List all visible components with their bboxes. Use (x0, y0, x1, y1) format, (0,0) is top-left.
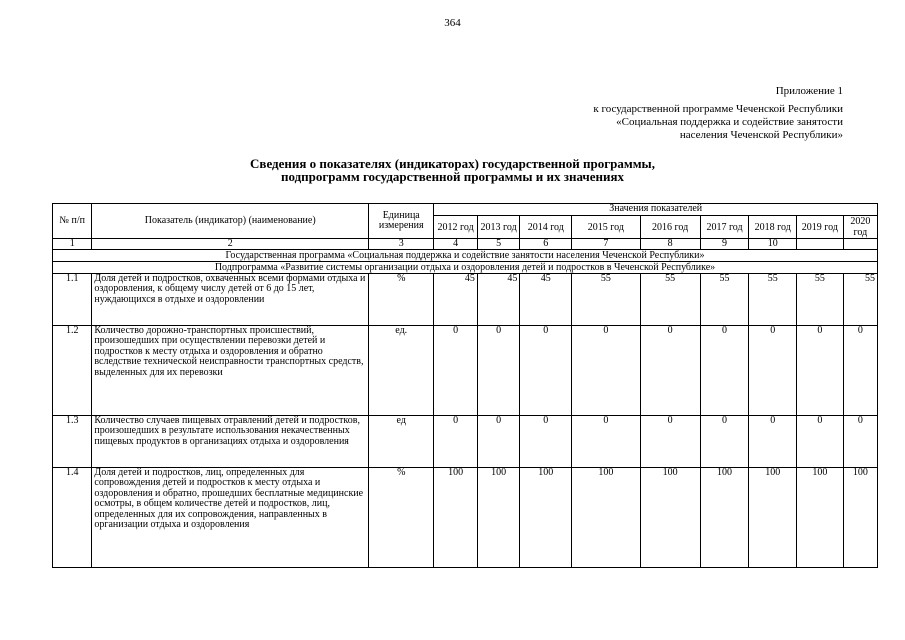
row-value: 55 (797, 274, 844, 326)
column-number: 8 (640, 239, 700, 250)
program-title: Государственная программа «Социальная поддержка и содействие занятости населения Чеченской Республики» (53, 250, 878, 262)
subprogram-title: Подпрограмма «Развитие системы организации отдыха и оздоровления детей и подростков в Чеченской Республике» (53, 262, 878, 274)
row-value: 55 (843, 274, 877, 326)
column-numbers-row (53, 239, 878, 250)
row-value: 55 (640, 274, 700, 326)
header-year: 2015 год (572, 216, 640, 239)
row-value: 100 (749, 468, 797, 568)
row-value: 100 (843, 468, 877, 568)
header-year: 2012 год (434, 216, 478, 239)
document-title (0, 157, 905, 183)
column-number: 6 (520, 239, 572, 250)
header-row (53, 204, 878, 216)
column-number: 9 (700, 239, 749, 250)
header-values-group: Значения показателей (434, 204, 878, 216)
row-value: 45 (477, 274, 519, 326)
row-value: 0 (640, 416, 700, 468)
header-year: 2018 год (749, 216, 797, 239)
row-value: 55 (749, 274, 797, 326)
header-year: 2020 год (843, 216, 877, 239)
indicators-table (52, 203, 878, 568)
row-value: 100 (572, 468, 640, 568)
column-number: 5 (477, 239, 519, 250)
row-value: 0 (640, 326, 700, 416)
subprogram-row (53, 262, 878, 274)
column-number: 10 (749, 239, 797, 250)
table-row (53, 416, 878, 468)
column-number: 4 (434, 239, 478, 250)
row-value: 0 (477, 416, 519, 468)
row-name: Доля детей и подростков, охваченных всеми формами отдыха и оздоровления, к общему числу детей от 6 до 15 лет, нуждающихся в отдыхе и оздоровлении (92, 274, 369, 326)
row-name: Доля детей и подростков, лиц, определенных для сопровождения детей и подростков к месту отдыха и оздоровления и обратно, прошедших бесплатные медицинские осмотры, в общем количестве детей и подростков, лиц, определенных для их сопровождения, направленных в организации отдыха и оздоровления (92, 468, 369, 568)
appendix-block (593, 85, 843, 142)
row-num: 1.3 (53, 416, 92, 468)
row-unit: % (369, 468, 434, 568)
row-value: 0 (434, 326, 478, 416)
column-number: 2 (92, 239, 369, 250)
row-value: 0 (434, 416, 478, 468)
row-value: 0 (477, 326, 519, 416)
row-value: 0 (843, 326, 877, 416)
row-value: 0 (797, 326, 844, 416)
row-value: 100 (434, 468, 478, 568)
row-value: 0 (700, 326, 749, 416)
row-value: 0 (797, 416, 844, 468)
appendix-line: «Социальная поддержка и содействие занятости (616, 116, 843, 128)
column-number: 7 (572, 239, 640, 250)
header-year: 2013 год (477, 216, 519, 239)
row-value: 100 (640, 468, 700, 568)
document-title-line: подпрограмм государственной программы и их значениях (280, 169, 625, 184)
row-value: 55 (700, 274, 749, 326)
row-unit: ед. (369, 326, 434, 416)
row-value: 0 (572, 326, 640, 416)
row-unit: % (369, 274, 434, 326)
row-num: 1.2 (53, 326, 92, 416)
table-row (53, 468, 878, 568)
row-unit: ед (369, 416, 434, 468)
row-num: 1.1 (53, 274, 92, 326)
appendix-line: к государственной программе Чеченской Республики (593, 103, 843, 115)
header-unit: Единица измерения (369, 204, 434, 239)
column-number: 3 (369, 239, 434, 250)
row-name: Количество случаев пищевых отравлений детей и подростков, произошедших в результате использования некачественных пищевых продуктов в организациях отдыха и оздоровления (92, 416, 369, 468)
row-name: Количество дорожно-транспортных происшествий, произошедших при осуществлении перевозки детей и подростков к месту отдыха и оздоровления и обратно вследствие технической неисправности транспортных средств, выделенных для их перевозки (92, 326, 369, 416)
row-value: 0 (572, 416, 640, 468)
page-number: 364 (444, 17, 461, 29)
row-value: 0 (749, 326, 797, 416)
appendix-title: Приложение 1 (775, 85, 843, 97)
row-value: 0 (700, 416, 749, 468)
table-row (53, 274, 878, 326)
row-num: 1.4 (53, 468, 92, 568)
appendix-line: населения Чеченской Республики» (679, 129, 843, 141)
header-year: 2014 год (520, 216, 572, 239)
header-num: № п/п (53, 204, 92, 239)
document-title-line: Сведения о показателях (индикаторах) государственной программы, (250, 156, 655, 171)
header-year: 2017 год (700, 216, 749, 239)
row-value: 0 (520, 416, 572, 468)
row-value: 45 (520, 274, 572, 326)
program-row (53, 250, 878, 262)
column-number (843, 239, 877, 250)
row-value: 100 (477, 468, 519, 568)
row-value: 45 (434, 274, 478, 326)
table-row (53, 326, 878, 416)
row-value: 0 (520, 326, 572, 416)
header-year: 2019 год (797, 216, 844, 239)
row-value: 100 (700, 468, 749, 568)
header-year: 2016 год (640, 216, 700, 239)
row-value: 0 (749, 416, 797, 468)
column-number (797, 239, 844, 250)
column-number: 1 (53, 239, 92, 250)
row-value: 100 (520, 468, 572, 568)
row-value: 0 (843, 416, 877, 468)
header-name: Показатель (индикатор) (наименование) (92, 204, 369, 239)
row-value: 55 (572, 274, 640, 326)
row-value: 100 (797, 468, 844, 568)
